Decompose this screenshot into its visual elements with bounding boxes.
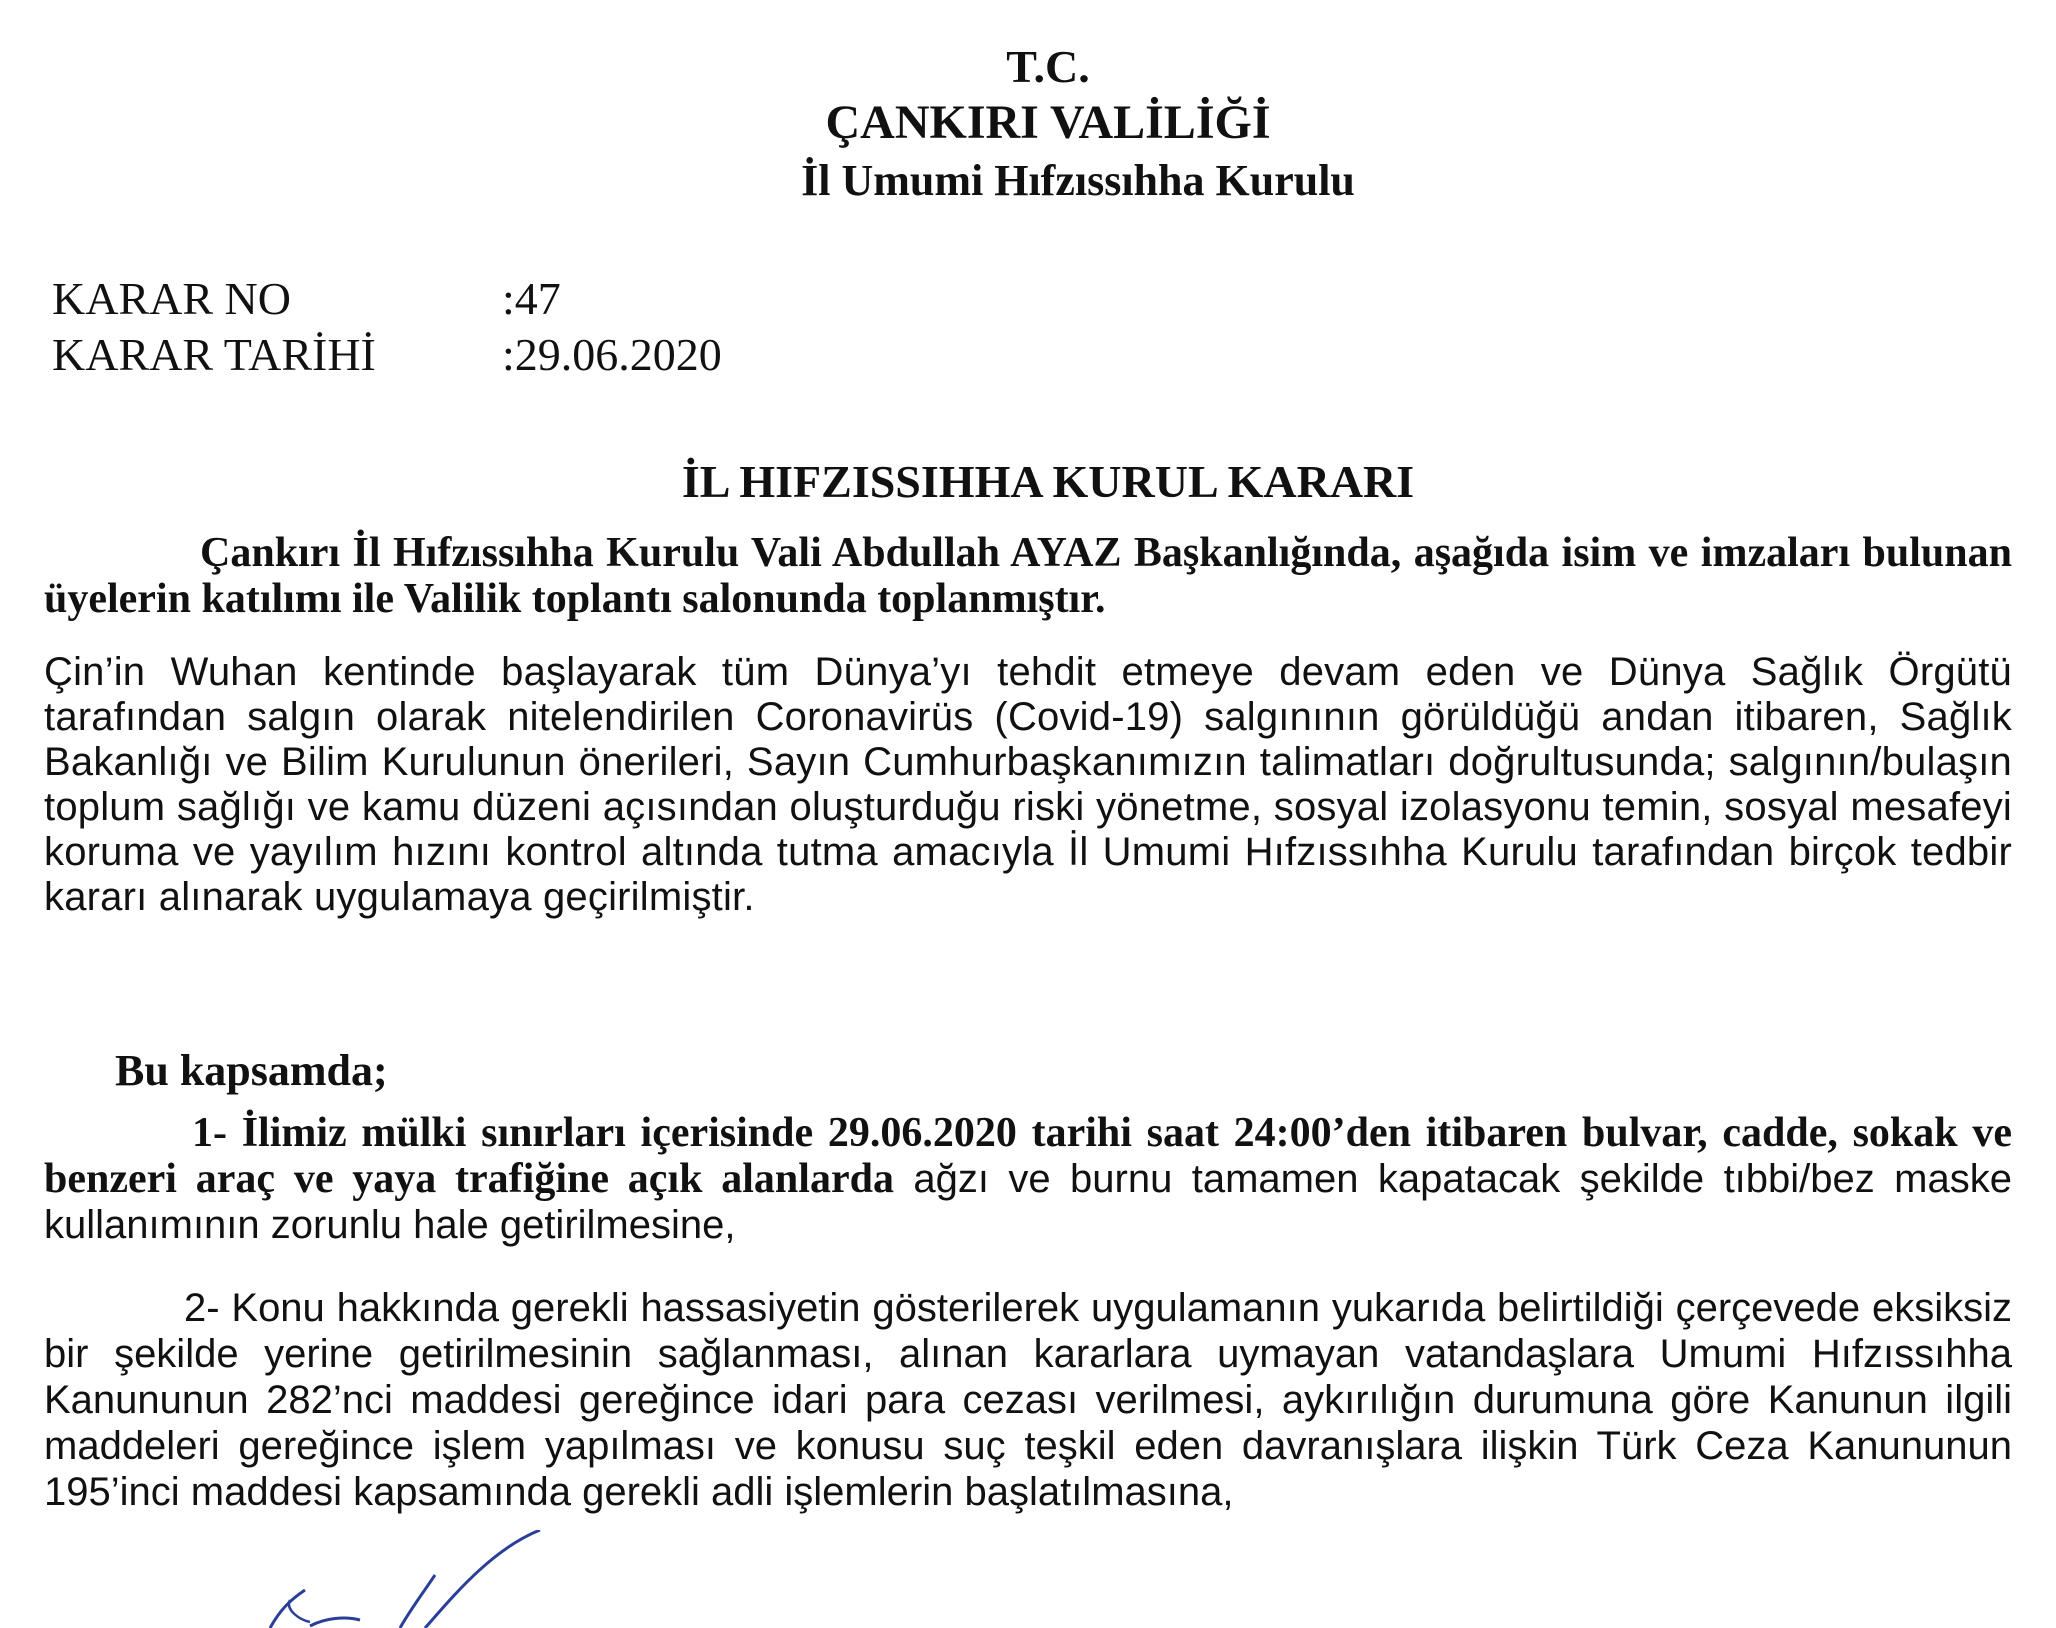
- decision-item-2: 2- Konu hakkında gerekli hassasiyetin gösterilerek uygulamanın yukarıda belirtildiği çerçevede eksiksiz bir şekilde yerine getirilmesinin sağlanması, alınan kararlara uymayan vatandaşlara Umumi Hıfzıssıhha Kanununun 282’nci maddesi gereğince idari para cezası verilmesi, aykırılığın durumuna göre Kanunun ilgili maddeleri gereğince işlem yapılması ve konusu suç teşkil eden davranışlara ilişkin Türk Ceza Kanununun 195’inci maddesi kapsamında gerekli adli işlemlerin başlatılmasına,: [44, 1286, 2012, 1514]
- decision-item-1-normal: ağzı ve burnu tamamen kapatacak şekilde tıbbi/bez maske kullanımının zorunlu hale getirilmesine,: [44, 1157, 2012, 1247]
- intro-paragraph: Çankırı İl Hıfzıssıhha Kurulu Vali Abdullah AYAZ Başkanlığında, aşağıda isim ve imzaları bulunan üyelerin katılımı ile Valilik toplantı salonunda toplanmıştır.: [44, 530, 2012, 622]
- decision-number-value: :47: [502, 273, 561, 324]
- header-country: T.C.: [1006, 41, 1090, 92]
- handwritten-signature: [250, 1530, 570, 1628]
- scope-heading: Bu kapsamda;: [115, 1046, 388, 1095]
- body-paragraph: Çin’in Wuhan kentinde başlayarak tüm Dünya’yı tehdit etmeye devam eden ve Dünya Sağlık Örgütü tarafından salgın olarak nitelendirilen Coronavirüs (Covid-19) salgınının görüldüğü andan itibaren, Sağlık Bakanlığı ve Bilim Kurulunun önerileri, Sayın Cumhurbaşkanımızın talimatları doğrultusunda; salgının/bulaşın toplum sağlığı ve kamu düzeni açısından oluşturduğu riski yönetme, sosyal izolasyonu temin, sosyal mesafeyi koruma ve yayılım hızını kontrol altında tutma amacıyla İl Umumi Hıfzıssıhha Kurulu tarafından birçok tedbir kararı alınarak uygulamaya geçirilmiştir.: [44, 650, 2012, 919]
- decision-item-1-bold: 1- İlimiz mülki sınırları içerisinde 29.06.2020 tarihi saat 24:00’den itibaren bulvar, cadde, sokak ve benzeri araç ve yaya trafiğine açık alanlarda: [44, 1110, 2012, 1202]
- decision-number-label: KARAR NO: [52, 273, 291, 324]
- header-governorship: ÇANKIRI VALİLİĞİ: [825, 96, 1271, 149]
- decision-date-value: :29.06.2020: [502, 329, 722, 380]
- decision-date-row: [52, 328, 722, 381]
- decision-title: İL HIFZISSIHHA KURUL KARARI: [681, 456, 1415, 507]
- decision-date-label: KARAR TARİHİ: [52, 329, 376, 380]
- decision-number-row: [52, 272, 561, 325]
- header-board: İl Umumi Hıfzıssıhha Kurulu: [801, 156, 1355, 205]
- decision-item-1: [44, 1110, 2012, 1248]
